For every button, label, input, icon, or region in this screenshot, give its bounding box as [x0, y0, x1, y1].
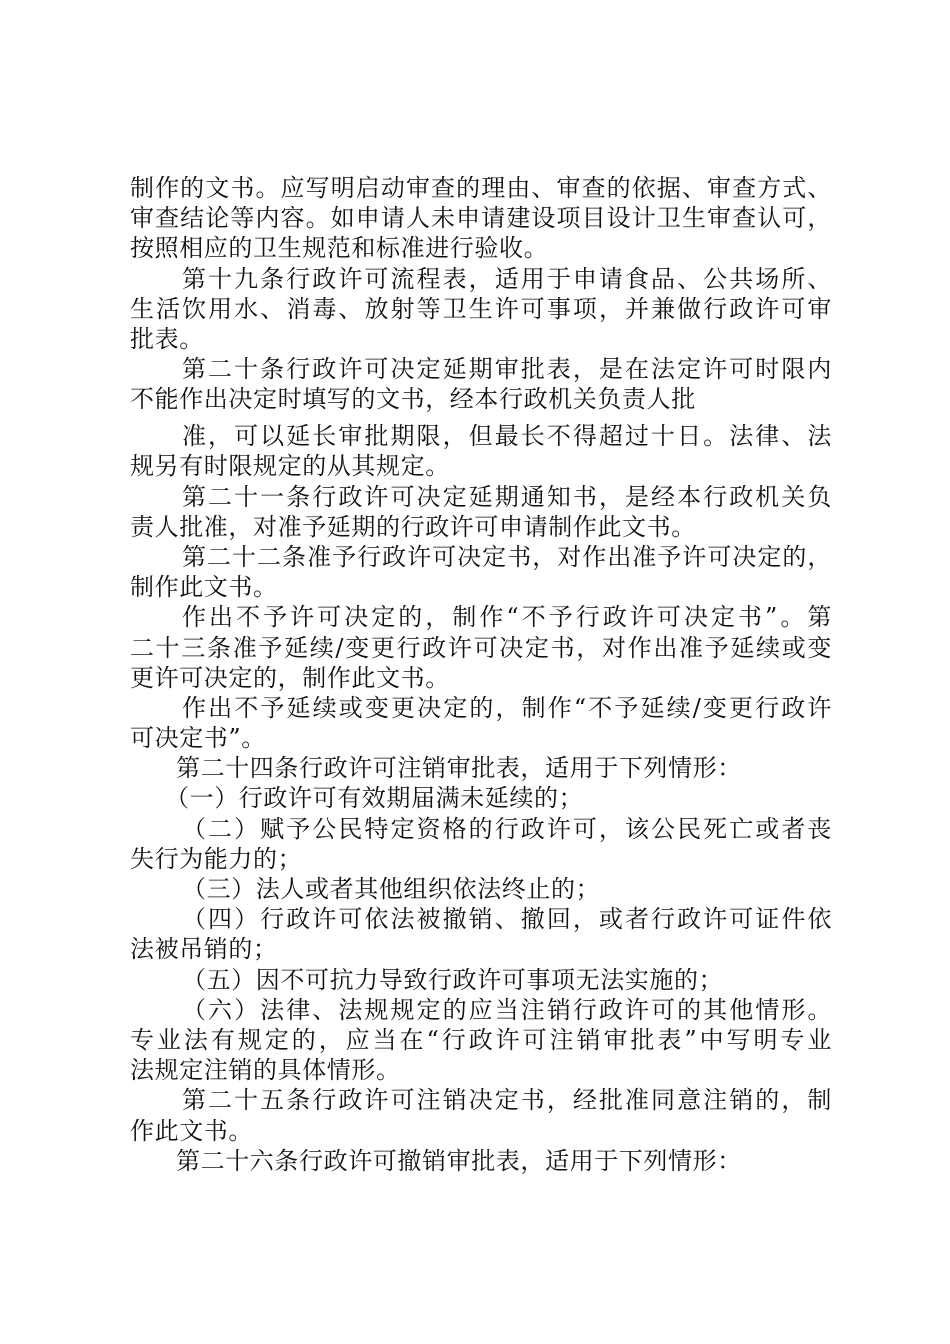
text-line: 制作此文书。: [130, 573, 278, 602]
text-line: 第二十二条准予行政许可决定书，对作出准予许可决定的，: [182, 542, 832, 571]
text-line: 批表。: [130, 324, 204, 353]
text-line: 第二十五条行政许可注销决定书，经批准同意注销的，制: [182, 1086, 832, 1115]
document-body: [130, 173, 832, 1176]
text-line: （二）赋予公民特定资格的行政许可，该公民死亡或者丧: [182, 814, 832, 843]
text-line: 第二十四条行政许可注销审批表，适用于下列情形：: [176, 754, 742, 783]
text-line: 二十三条准予延续/变更行政许可决定书，对作出准予延续或变: [130, 633, 832, 662]
text-line: 更许可决定的，制作此文书。: [130, 663, 450, 692]
text-line: 按照相应的卫生规范和标准进行验收。: [130, 234, 549, 263]
text-line: 失行为能力的；: [130, 844, 303, 873]
text-line: 生活饮用水、消毒、放射等卫生许可事项，并兼做行政许可审: [130, 294, 832, 323]
text-line: 不能作出决定时填写的文书，经本行政机关负责人批: [130, 385, 696, 414]
text-line: 作出不予许可决定的，制作“不予行政许可决定书”。第: [182, 603, 832, 632]
text-line: 可决定书”。: [130, 724, 266, 753]
text-line: （四）行政许可依法被撤销、撤回，或者行政许可证件依: [182, 905, 832, 934]
text-line: 准，可以延长审批期限，但最长不得超过十日。法律、法: [182, 422, 832, 451]
text-line: 审查结论等内容。如申请人未申请建设项目设计卫生审查认可，: [130, 204, 832, 233]
text-line: 法规定注销的具体情形。: [130, 1056, 401, 1085]
text-line: （三）法人或者其他组织依法终止的；: [182, 875, 601, 903]
text-line: （一）行政许可有效期届满未延续的；: [165, 784, 584, 813]
text-line: 第二十条行政许可决定延期审批表，是在法定许可时限内: [182, 355, 832, 384]
text-line: （五）因不可抗力导致行政许可事项无法实施的；: [182, 965, 724, 994]
text-line: 制作的文书。应写明启动审查的理由、审查的依据、审查方式、: [130, 174, 832, 202]
text-line: （六）法律、法规规定的应当注销行政许可的其他情形。: [182, 995, 832, 1024]
text-line: 责人批准，对准予延期的行政许可申请制作此文书。: [130, 512, 696, 541]
text-line: 第二十六条行政许可撤销审批表，适用于下列情形：: [176, 1146, 742, 1175]
text-line: 作此文书。: [130, 1116, 253, 1145]
text-line: 法被吊销的；: [130, 935, 278, 964]
text-line: 第十九条行政许可流程表，适用于申请食品、公共场所、: [182, 264, 832, 293]
text-line: 规另有时限规定的从其规定。: [130, 452, 450, 481]
text-line: 专业法有规定的，应当在“行政许可注销审批表”中写明专业: [130, 1025, 832, 1054]
text-line: 作出不予延续或变更决定的，制作“不予延续/变更行政许: [182, 693, 832, 722]
text-line: 第二十一条行政许可决定延期通知书，是经本行政机关负: [182, 482, 832, 511]
